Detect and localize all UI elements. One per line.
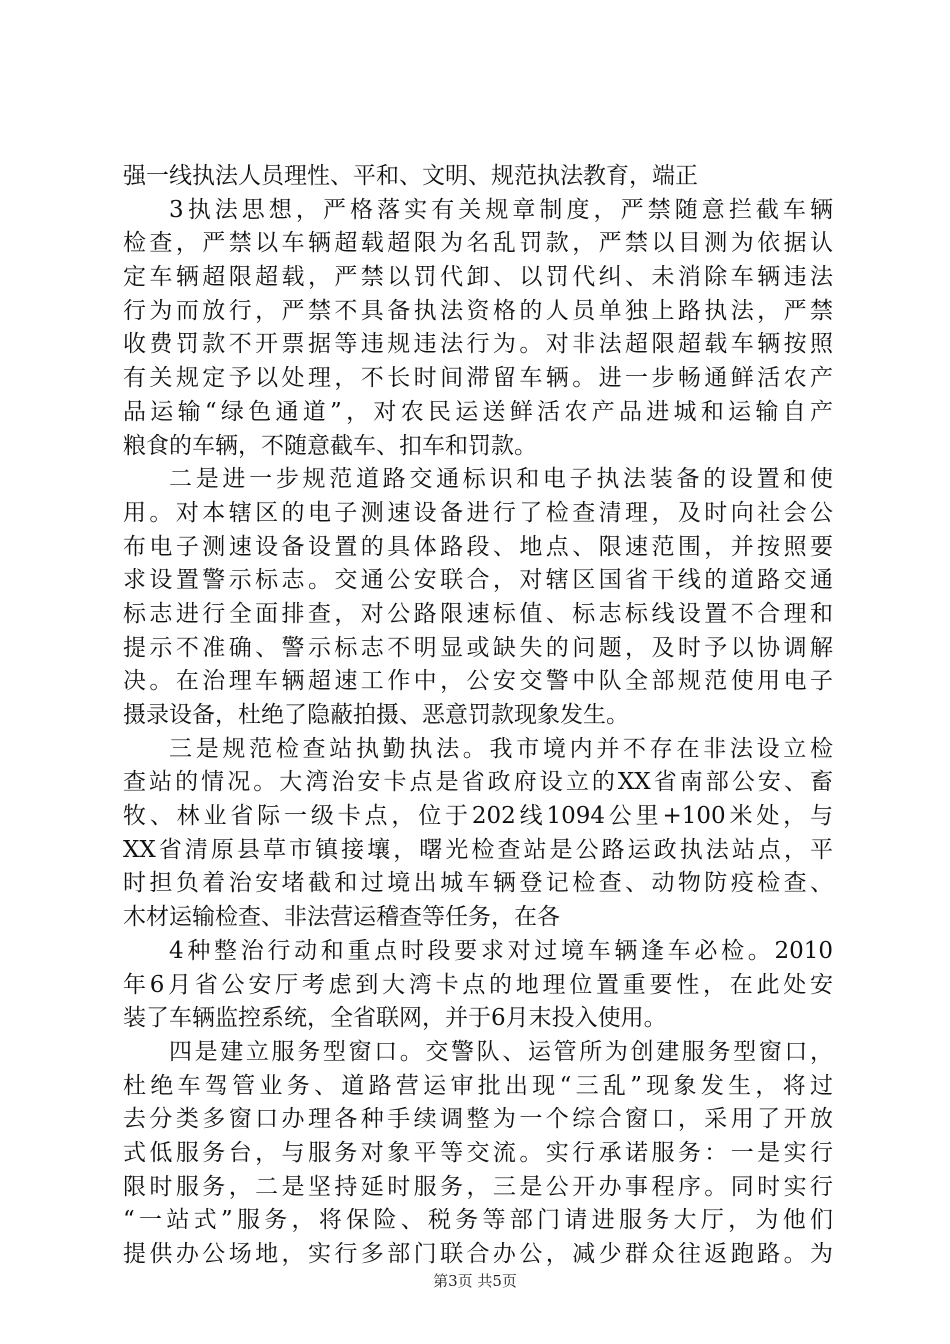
text-line: 求设置警示标志。交通公安联合，对辖区国省干线的道路交通 bbox=[123, 567, 833, 594]
text-line: 3执法思想，严格落实有关规章制度，严禁随意拦截车辆 bbox=[169, 196, 833, 223]
text-line: 木材运输检查、非法营运稽查等任务，在各 bbox=[123, 904, 560, 931]
text-line: 有关规定予以处理，不长时间滞留车辆。进一步畅通鲜活农产 bbox=[123, 365, 833, 392]
text-line: 检查，严禁以车辆超载超限为名乱罚款，严禁以目测为依据认 bbox=[123, 230, 833, 257]
text-line: 时担负着治安堵截和过境出城车辆登记检查、动物防疫检查、 bbox=[123, 870, 833, 897]
text-line: 杜绝车驾管业务、道路营运审批出现“三乱”现象发生，将过 bbox=[123, 1072, 833, 1099]
text-line: 标志进行全面排查，对公路限速标值、标志标线设置不合理和 bbox=[123, 600, 833, 627]
text-line: XX省清原县草市镇接壤，曙光检查站是公路运政执法站点，平 bbox=[123, 836, 833, 863]
text-line: 决。在治理车辆超速工作中，公安交警中队全部规范使用电子 bbox=[123, 668, 833, 695]
text-line: 品运输“绿色通道”，对农民运送鲜活农产品进城和运输自产 bbox=[123, 398, 833, 425]
text-line: 摄录设备，杜绝了隐蔽拍摄、恶意罚款现象发生。 bbox=[123, 702, 629, 728]
text-line: 牧、林业省际一级卡点，位于202线1094公里+100米处，与 bbox=[123, 803, 833, 830]
text-line: 提示不准确、警示标志不明显或缺失的问题，及时予以协调解 bbox=[123, 634, 833, 661]
text-line: 粮食的车辆，不随意截车、扣车和罚款。 bbox=[123, 432, 537, 459]
document-body bbox=[123, 160, 833, 1272]
text-line: 收费罚款不开票据等违规违法行为。对非法超限超载车辆按照 bbox=[123, 331, 833, 358]
text-line: 限时服务，二是坚持延时服务，三是公开办事程序。同时实行 bbox=[123, 1173, 833, 1200]
text-line: 二是进一步规范道路交通标识和电子执法装备的设置和使 bbox=[169, 466, 833, 493]
text-line: 装了车辆监控系统，全省联网，并于6月末投入使用。 bbox=[123, 1005, 667, 1032]
text-line: 4种整治行动和重点时段要求对过境车辆逢车必检。2010 bbox=[169, 937, 833, 964]
page-footer: 第3页 共5页 bbox=[433, 1272, 517, 1290]
text-line: 式低服务台，与服务对象平等交流。实行承诺服务：一是实行 bbox=[123, 1139, 833, 1166]
text-line: 查站的情况。大湾治安卡点是省政府设立的XX省南部公安、畜 bbox=[123, 769, 833, 796]
text-line: 四是建立服务型窗口。交警队、运管所为创建服务型窗口， bbox=[169, 1038, 833, 1065]
text-line: 定车辆超限超载，严禁以罚代卸、以罚代纠、未消除车辆违法 bbox=[123, 264, 833, 291]
text-line: 年6月省公安厅考虑到大湾卡点的地理位置重要性，在此处安 bbox=[123, 971, 833, 998]
text-line: 布电子测速设备设置的具体路段、地点、限速范围，并按照要 bbox=[123, 533, 833, 560]
text-line: 去分类多窗口办理各种手续调整为一个综合窗口，采用了开放 bbox=[123, 1106, 833, 1133]
text-line: 三是规范检查站执勤执法。我市境内并不存在非法设立检 bbox=[169, 735, 833, 762]
text-line: “一站式”服务，将保险、税务等部门请进服务大厅，为他们 bbox=[123, 1207, 833, 1234]
text-line: 用。对本辖区的电子测速设备进行了检查清理，及时向社会公 bbox=[123, 499, 833, 526]
text-line: 强一线执法人员理性、平和、文明、规范执法教育，端正 bbox=[123, 163, 698, 189]
text-line: 行为而放行，严禁不具备执法资格的人员单独上路执法，严禁 bbox=[123, 297, 833, 324]
text-line: 提供办公场地，实行多部门联合办公，减少群众往返跑路。为 bbox=[123, 1241, 833, 1267]
